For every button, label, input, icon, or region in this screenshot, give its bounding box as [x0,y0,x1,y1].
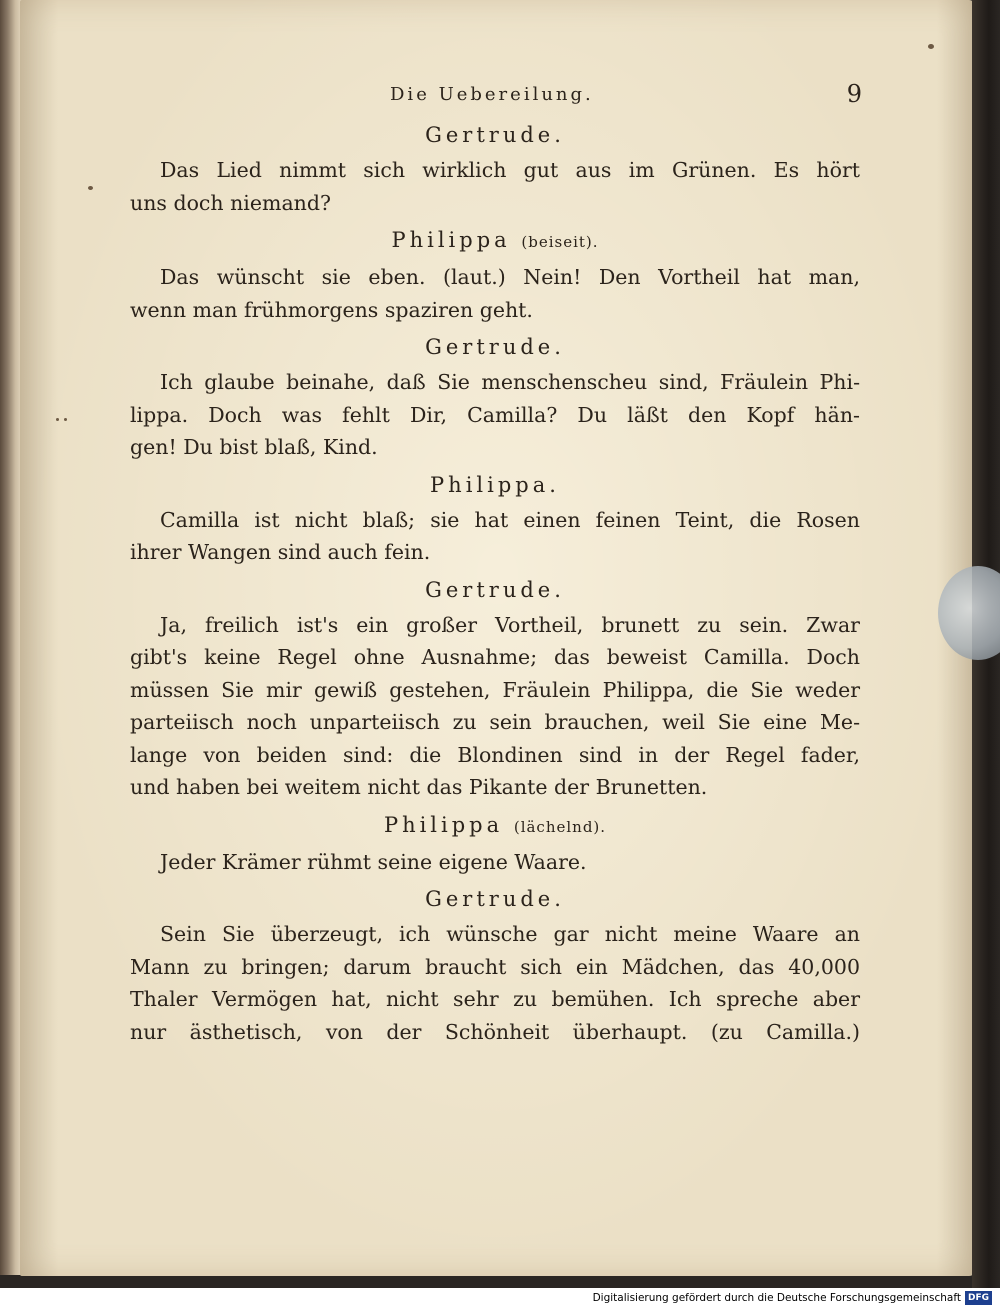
speech-line: wenn man frühmorgens spaziren geht. [130,297,533,322]
funding-credit: Digitalisierung gefördert durch die Deutsche Forschungsgemeinschaft [592,1292,961,1304]
speech-line: Thaler Vermögen hat, nicht sehr zu bemühen. Ich spreche aber [130,987,860,1011]
binding-edge [0,0,22,1275]
speech [130,846,860,879]
speech [130,261,860,326]
speaker-name: Gertrude. [425,335,565,359]
speech [130,609,860,804]
speech [130,366,860,464]
dialogue-block [130,882,860,1048]
speech [130,918,860,1048]
speech-line: lippa. Doch was fehlt Dir, Camilla? Du läßt den Kopf hän- [130,402,860,427]
speech-line: uns doch niemand? [130,190,331,215]
dialogue-block [130,118,860,219]
dfg-logo: DFG [965,1291,992,1305]
speech-line: müssen Sie mir gewiß gestehen, Fräulein Philippa, die Sie weder [130,677,860,702]
foxing-spot [88,186,93,190]
stage-direction: (lächelnd). [513,817,607,836]
dialogue-block [130,808,860,879]
speech-line: Das Lied nimmt sich wirklich gut aus im Grünen. Es hört [160,158,860,182]
speaker-name: Philippa. [430,472,560,497]
speech-line: Sein Sie überzeugt, ich wünsche gar nicht meine Waare an [160,922,860,946]
running-head [130,80,860,114]
speech-line: gibt's keine Regel ohne Ausnahme; das beweist Camilla. Doch [130,645,860,669]
digitization-footer [0,1288,1000,1308]
dialogue-block [130,573,860,804]
speech-line: Jeder Krämer rühmt seine eigene Waare. [160,849,587,874]
stage-direction: (beiseit). [521,233,599,251]
speaker-name: Philippa (beiseit). [391,228,599,252]
speaker-name: Gertrude. [425,887,565,911]
foxing-spot [928,44,934,49]
dialogue-block [130,223,860,326]
speech-line: und haben bei weitem nicht das Pikante der Brunetten. [130,775,708,799]
dialogue-block [130,468,860,569]
speech [130,504,860,569]
speaker-name: Philippa (lächelnd). [383,812,607,837]
speaker-name: Gertrude. [425,123,565,147]
speech-line: Mann zu bringen; darum braucht sich ein Mädchen, das 40,000 [130,954,860,979]
page-text [130,80,860,1048]
speech [130,154,860,219]
speech-line: parteiisch noch unparteiisch zu sein brauchen, weil Sie eine Me- [130,710,860,734]
speech-line: Ja, freilich ist's ein großer Vortheil, brunett zu sein. Zwar [160,612,860,637]
speech-line: gen! Du bist blaß, Kind. [130,435,378,459]
speech-line: lange von beiden sind: die Blondinen sind in der Regel fader, [130,742,860,767]
speaker-name: Gertrude. [425,577,565,602]
speech-line: Das wünscht sie eben. (laut.) Nein! Den Vortheil hat man, [160,265,860,289]
running-head-title: Die Uebereilung. [390,84,594,105]
speech-line: ihrer Wangen sind auch fein. [130,540,431,564]
speech-line: nur ästhetisch, von der Schönheit überhaupt. (zu Camilla.) [130,1019,860,1044]
foxing-spot [56,418,59,421]
speech-line: Ich glaube beinahe, daß Sie menschenscheu sind, Fräulein Phi- [160,370,860,394]
dialogue-block [130,330,860,464]
page-number: 9 [846,80,862,108]
foxing-spot [64,418,67,421]
speech-line: Camilla ist nicht blaß; sie hat einen feinen Teint, die Rosen [160,507,860,532]
